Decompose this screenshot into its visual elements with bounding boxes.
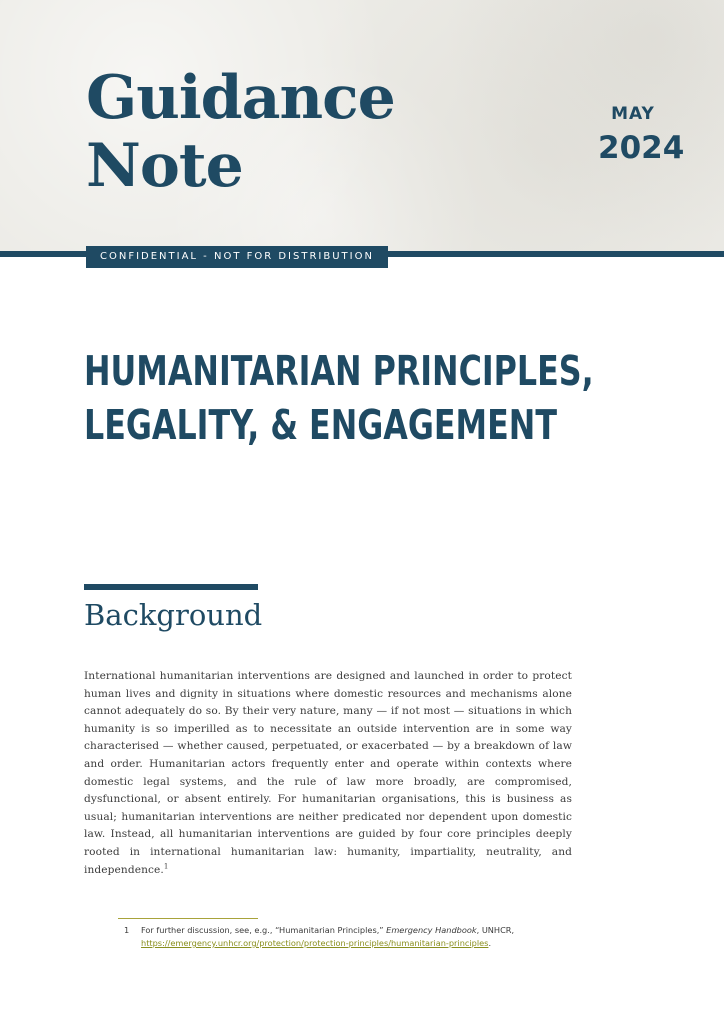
date-month: MAY xyxy=(611,104,655,124)
footnote-text-after: , UNHCR, xyxy=(476,925,515,935)
confidential-tag: CONFIDENTIAL - NOT FOR DISTRIBUTION xyxy=(86,246,388,268)
footnote-body xyxy=(141,924,564,950)
main-title-line-1: HUMANITARIAN PRINCIPLES, xyxy=(84,347,594,395)
body-paragraph-text: International humanitarian interventions are designed and launched in order to protect human lives and dignity in situations where domestic resources and mechanisms alone cannot adequately do so. By their very nature, many — if not most — situations in which humanity is so imperilled as to necessitate an outside intervention are in some way characterised — whether caused, perpetuated, or exacerbated — by a breakdown of law and order. Humanitarian actors frequently enter and operate within contexts where domestic legal systems, and the rule of law more broadly, are compromised, dysfunctional, or absent entirely. For humanitarian organisations, this is business as usual; humanitarian interventions are neither predicated nor dependent upon domestic law. Instead, all humanitarian interventions are guided by four core principles deeply rooted in international humanitarian law: humanity, impartiality, neutrality, and independence. xyxy=(84,670,572,876)
footnote xyxy=(124,924,564,950)
section-accent-bar xyxy=(84,584,258,590)
section-heading: Background xyxy=(84,598,263,632)
body-paragraph xyxy=(84,668,572,879)
footnote-source-title: Emergency Handbook xyxy=(386,925,477,935)
footnote-number: 1 xyxy=(124,925,130,935)
date-year: 2024 xyxy=(598,130,685,166)
main-title xyxy=(84,344,594,452)
document-type-line-1: Guidance xyxy=(86,63,395,133)
footnote-reference[interactable]: 1 xyxy=(163,862,169,870)
document-type-line-2: Note xyxy=(86,131,243,201)
main-title-line-2: LEGALITY, & ENGAGEMENT xyxy=(84,401,557,449)
footnote-link[interactable]: https://emergency.unhcr.org/protection/protection-principles/humanitarian-principles xyxy=(141,938,489,948)
footnote-text-before: For further discussion, see, e.g., “Humanitarian Principles,” xyxy=(141,925,387,935)
document-type-title xyxy=(86,64,395,200)
footnote-divider xyxy=(118,918,258,919)
footnote-trailing: . xyxy=(488,938,492,948)
